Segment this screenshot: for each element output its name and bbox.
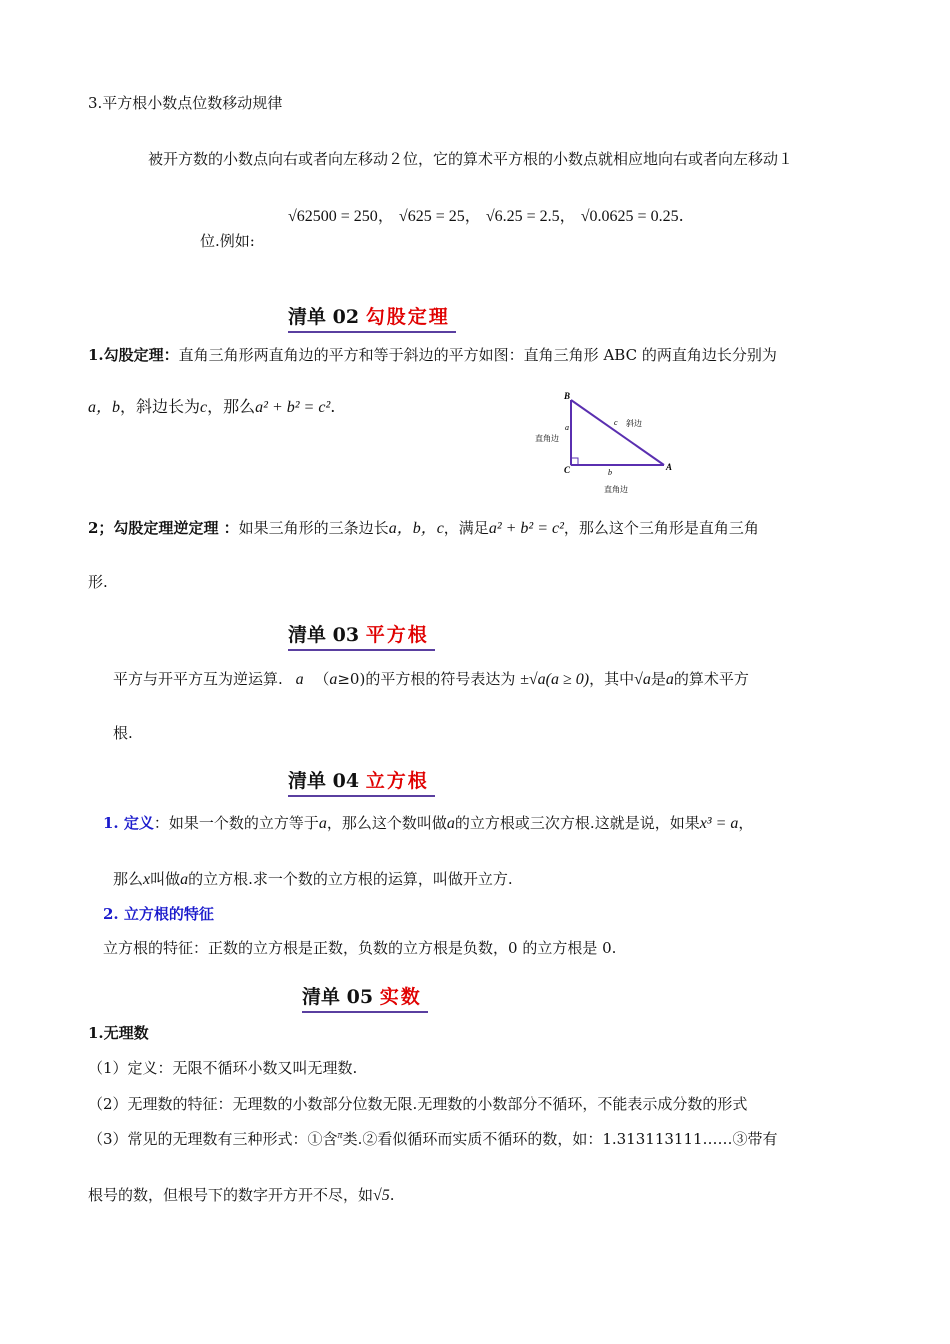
cube-root-feature-title: 2. 立方根的特征 <box>103 905 214 923</box>
label: 1.勾股定理： <box>88 346 179 364</box>
sep: ， <box>464 206 481 225</box>
period: . <box>389 1186 395 1204</box>
sep: ， <box>559 206 576 225</box>
var-a: a <box>446 815 455 832</box>
irrational-forms <box>88 1128 778 1149</box>
var-c: c <box>200 399 208 416</box>
heading-title: 平方根 <box>365 624 429 646</box>
irrational-def: （1）定义：无限不循环小数又叫无理数. <box>88 1059 358 1077</box>
var-a: a <box>329 671 338 688</box>
cube-root-definition <box>103 812 753 833</box>
sqrt-5: √5 <box>373 1187 390 1204</box>
sep: ， <box>377 206 394 225</box>
text: 直角三角形两直角边的平方和等于斜边的平方如图：直角三角形 ABC 的两直角边长分别为 <box>178 346 777 364</box>
text: （3）常见的无理数有三种形式：①含 <box>88 1130 338 1148</box>
converse-theorem <box>88 515 759 538</box>
text: 的立方根.求一个数的立方根的运算，叫做开立方. <box>188 870 513 888</box>
vertex-a: A <box>666 462 673 472</box>
heading-04 <box>288 766 429 793</box>
irrational-forms-wrap <box>88 1184 395 1205</box>
text: 叫做 <box>150 870 181 888</box>
var-abc: a，b，c <box>388 520 444 537</box>
var-a: a <box>318 815 327 832</box>
text: ，那么这个数叫做 <box>326 814 447 832</box>
heading-prefix: 清单 02 <box>288 306 360 328</box>
example-equations <box>288 203 684 226</box>
decimal-rule-text: 被开方数的小数点向右或者向左移动２位，它的算术平方根的小数点就相应地向右或者向左移动１ <box>148 150 794 168</box>
var-a: a <box>665 671 674 688</box>
section-title-sqrt-decimal: 3.平方根小数点位数移动规律 <box>88 94 283 112</box>
heading-prefix: 清单 03 <box>288 624 360 646</box>
heading-02 <box>288 302 450 329</box>
text: 是 <box>650 670 666 688</box>
heading-05 <box>302 982 422 1009</box>
example-intro: 位.例如: <box>200 232 255 250</box>
text: 的立方根或三次方根.这就是说，如果 <box>454 814 700 832</box>
text: ，满足 <box>443 519 489 537</box>
cube-root-feature-text: 立方根的特征：正数的立方根是正数，负数的立方根是负数，0 的立方根是 0. <box>103 939 617 957</box>
equation: x³ = a <box>699 815 739 832</box>
period: . <box>678 206 684 225</box>
heading-title: 实数 <box>379 986 422 1008</box>
hypotenuse-line <box>571 400 664 465</box>
eq-6-25: √6.25 = 2.5 <box>485 208 560 225</box>
equation: a² + b² = c² <box>488 520 564 537</box>
text: ，斜边长为 <box>120 397 201 416</box>
pi-symbol: π <box>337 1130 343 1141</box>
leg-left-label: 直角边 <box>535 434 559 443</box>
text: ，那么 <box>207 397 256 416</box>
leg-bottom-label: 直角边 <box>604 485 628 494</box>
label: 2；勾股定理逆定理 ： <box>88 519 239 537</box>
text: ：如果一个数的立方等于 <box>153 814 319 832</box>
irrational-feature: （2）无理数的特征：无理数的小数部分位数无限.无理数的小数部分不循环，不能表示成分数的形式 <box>88 1095 748 1113</box>
cube-root-def-line2 <box>113 868 513 889</box>
text: ， <box>738 814 754 832</box>
side-c-label: c <box>614 418 618 427</box>
text: 如果三角形的三条边长 <box>238 519 389 537</box>
text: 类.②看似循环而实质不循环的数，如：1.313113111……③带有 <box>342 1130 778 1148</box>
sqrt-a: √a <box>634 671 651 688</box>
side-a-label: a <box>565 423 569 432</box>
eq-0-0625: √0.0625 = 0.25 <box>580 208 679 225</box>
sqrt-definition <box>113 668 749 689</box>
text: ≥0)的平方根的符号表达为 <box>337 670 516 688</box>
heading-title: 立方根 <box>365 770 429 792</box>
text: ，那么这个三角形是直角三角 <box>563 519 759 537</box>
text: ，其中 <box>589 670 635 688</box>
pythagoras-definition <box>88 344 777 365</box>
label: 1. 定义 <box>103 814 154 832</box>
eq-625: √625 = 25 <box>398 208 465 225</box>
var-ab: a，b <box>88 399 121 416</box>
text: 那么 <box>113 870 144 888</box>
heading-title: 勾股定理 <box>365 306 450 328</box>
text: 的算术平方 <box>673 670 749 688</box>
sqrt-wrap: 根. <box>113 724 133 742</box>
period: . <box>330 397 336 416</box>
side-b-label: b <box>608 468 612 477</box>
right-triangle-figure <box>524 388 694 500</box>
eq-62500: √62500 = 250 <box>288 208 378 225</box>
heading-prefix: 清单 05 <box>302 986 374 1008</box>
vertex-c: C <box>564 465 571 475</box>
heading-prefix: 清单 04 <box>288 770 360 792</box>
pythagoras-formula-line <box>88 394 335 417</box>
sqrt-expression: ±√a(a ≥ 0) <box>520 671 590 688</box>
irrational-title: 1.无理数 <box>88 1024 149 1042</box>
vertex-b: B <box>564 391 571 401</box>
var-a: a <box>295 671 304 688</box>
heading-03 <box>288 620 429 647</box>
right-angle-mark <box>571 458 578 465</box>
var-a: a <box>180 871 189 888</box>
text: （ <box>314 670 330 688</box>
text: 根号的数，但根号下的数字开方开不尽，如 <box>88 1186 374 1204</box>
hypotenuse-label: 斜边 <box>626 419 642 428</box>
equation: a² + b² = c² <box>255 399 331 416</box>
var-x: x <box>143 871 151 888</box>
converse-wrap: 形. <box>88 573 108 591</box>
text: 平方与开平方互为逆运算. <box>113 670 283 688</box>
